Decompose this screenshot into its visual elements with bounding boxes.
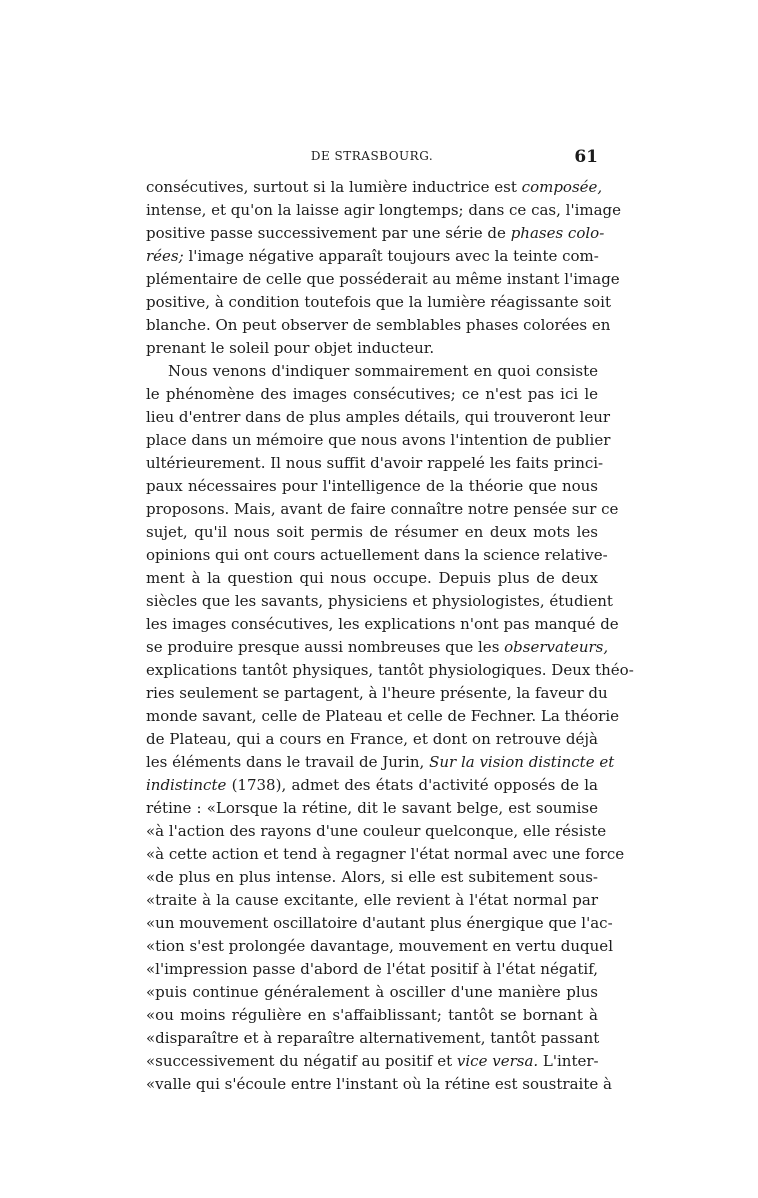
text-line [146,705,619,728]
text-segment: «de plus en plus intense. Alors, si elle est subitement sous- [146,868,598,886]
text-segment: «un mouvement oscillatoire d'autant plus énergique que l'ac- [146,914,613,932]
text-segment: les éléments dans le travail de Jurin, [146,753,430,771]
text-segment: siècles que les savants, physiciens et physiologistes, étudient [146,592,613,610]
italic-text-segment: composée, [521,178,603,196]
text-segment: «traite à la cause excitante, elle revient à l'état normal par [146,891,598,909]
text-segment: Nous venons d'indiquer sommairement en quoi consiste [168,362,598,380]
text-line [146,176,603,199]
text-segment: paux nécessaires pour l'intelligence de la théorie que nous [146,477,598,495]
text-line [146,452,604,475]
text-segment: ries seulement se partagent, à l'heure présente, la faveur du [146,684,608,702]
text-line [146,245,598,268]
text-segment: prenant le soleil pour objet inducteur. [146,339,435,357]
text-segment: le phénomène des images consécutives; ce n'est pas ici le [146,385,598,403]
text-segment: de Plateau, qui a cours en France, et dont on retrouve déjà [146,730,598,748]
text-line [146,383,598,406]
text-line [146,1027,598,1050]
text-segment: intense, et qu'on la laisse agir longtemps; dans ce cas, l'image [146,201,622,219]
text-line [146,1004,598,1027]
text-segment: positive, à condition toutefois que la lumière réagissante soit [146,293,611,311]
text-line [146,337,598,360]
running-head [146,147,598,169]
text-line [146,636,609,659]
running-title: DE STRASBOURG. [310,149,434,163]
text-segment: «ou moins régulière en s'affaiblissant; tantôt se bornant à [146,1006,598,1024]
text-segment: «à l'action des rayons d'une couleur quelconque, elle résiste [146,822,607,840]
text-line [146,751,615,774]
text-segment: ultérieurement. Il nous suffit d'avoir rappelé les faits princi- [146,454,604,472]
text-line [146,682,608,705]
text-line [146,222,605,245]
text-line [146,1073,612,1096]
text-line [146,728,598,751]
text-line [146,981,598,1004]
italic-text-segment: Sur la vision distincte et [429,753,615,771]
text-line [146,820,607,843]
text-line [146,659,634,682]
text-line [146,774,598,797]
text-segment: «tion s'est prolongée davantage, mouvement en vertu duquel [146,937,613,955]
text-line [146,291,611,314]
text-segment: place dans un mémoire que nous avons l'intention de publier [146,431,611,449]
text-line [146,797,598,820]
text-line [146,268,620,291]
text-segment: opinions qui ont cours actuellement dans la science relative- [146,546,608,564]
italic-text-segment: indistincte [146,776,227,794]
text-segment: L'inter- [538,1052,599,1070]
page-number: 61 [574,147,598,167]
text-segment: blanche. On peut observer de semblables phases colorées en [146,316,611,334]
text-segment: (1738), admet des états d'activité opposés de la [226,776,598,794]
text-line [146,314,611,337]
text-line [146,199,622,222]
text-line [146,475,598,498]
text-line [146,567,598,590]
text-line [146,935,613,958]
text-segment: l'image négative apparaît toujours avec la teinte com- [183,247,599,265]
text-line [146,613,619,636]
body-text [146,176,634,1096]
text-segment: consécutives, surtout si la lumière inductrice est [146,178,522,196]
text-line [146,1050,598,1073]
text-segment: explications tantôt physiques, tantôt physiologiques. Deux théo- [146,661,634,679]
italic-text-segment: vice versa. [456,1052,539,1070]
text-segment: sujet, qu'il nous soit permis de résumer en deux mots les [146,523,598,541]
text-segment: lieu d'entrer dans de plus amples détails, qui trouveront leur [146,408,611,426]
text-segment: plémentaire de celle que posséderait au même instant l'image [146,270,620,288]
text-segment: ment à la question qui nous occupe. Depuis plus de deux [146,569,598,587]
text-line [146,406,611,429]
text-segment: monde savant, celle de Plateau et celle de Fechner. La théorie [146,707,619,725]
text-segment: «puis continue généralement à osciller d'une manière plus [146,983,598,1001]
text-line [146,360,598,383]
text-segment: «à cette action et tend à regagner l'état normal avec une force [146,845,625,863]
text-line [146,958,598,981]
text-line [146,521,598,544]
text-line [146,590,613,613]
text-segment: «l'impression passe d'abord de l'état positif à l'état négatif, [146,960,598,978]
text-line [146,866,598,889]
text-line [146,429,611,452]
text-line [146,889,598,912]
text-line [146,498,619,521]
text-segment: «valle qui s'écoule entre l'instant où la rétine est soustraite à [146,1075,612,1093]
text-segment: «successivement du négatif au positif et [146,1052,457,1070]
text-segment: les images consécutives, les explications n'ont pas manqué de [146,615,619,633]
italic-text-segment: observateurs, [504,638,609,656]
text-segment: se produire presque aussi nombreuses que les [146,638,505,656]
text-line [146,843,625,866]
italic-text-segment: rées; [146,247,184,265]
text-segment: positive passe successivement par une série de [146,224,511,242]
text-segment: rétine : «Lorsque la rétine, dit le savant belge, est soumise [146,799,598,817]
text-segment: proposons. Mais, avant de faire connaître notre pensée sur ce [146,500,619,518]
text-line [146,544,608,567]
text-segment: «disparaître et à reparaître alternativement, tantôt passant [146,1029,600,1047]
italic-text-segment: phases colo- [510,224,605,242]
text-line [146,912,613,935]
